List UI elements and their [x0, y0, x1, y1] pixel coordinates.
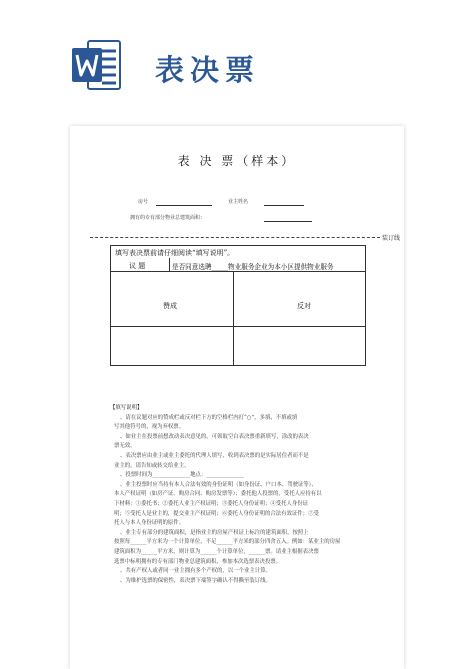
- column-divider: [233, 271, 234, 365]
- agree-vote-cell[interactable]: [119, 332, 227, 360]
- topic-text: 是否同意选聘_____物业服务企业为本小区提供物业服务: [172, 263, 334, 271]
- topic-label: 议 题: [129, 262, 146, 270]
- instruction-line: 、业主专有部分的建筑面积，是指业主的房屋产权证上标注的建筑面积，按照上: [120, 529, 309, 536]
- owner-name-label: 业主姓名: [228, 199, 249, 205]
- instruction-line: 、共有产权人或者同一业主拥有多个产权的，以一个业主计算。: [120, 568, 271, 575]
- instruction-line: 建筑面积为______平方米，则计算为______个计算单位，______票。请业主根据表决票: [114, 548, 319, 555]
- area-field: [264, 221, 312, 222]
- instruction-line: 本人产权证明（如房产证、购房合同、购房发票等）；委托他人投票的，受托人应持有以: [114, 491, 322, 498]
- instructions-section: [110, 404, 364, 586]
- document-page: [70, 126, 404, 669]
- instruction-line: 明；⑤受托人是业主的，提交业主产权证明；⑥委托人身份证明的合法有效证件；⑦受: [114, 510, 319, 517]
- instruction-line: 、投票时间为______________地点：______________: [120, 472, 244, 479]
- instruction-line: 选票中标明拥有的专有部门物业总建筑面积，参加本次选票表决投票。: [114, 558, 282, 565]
- table-row-divider: [111, 326, 365, 327]
- oppose-vote-cell[interactable]: [241, 332, 357, 360]
- oppose-label: 反对: [297, 302, 311, 310]
- page-title: 表决票: [155, 53, 261, 87]
- room-label: 房号: [138, 199, 149, 205]
- area-label: 拥有的专有部分物业总建筑面积：: [130, 215, 206, 221]
- instruction-line: 、业主投票时应当持有本人合法有效的身份证明（如身份证、户口本、驾驶证等）、: [120, 481, 317, 488]
- topic-divider: [169, 258, 170, 271]
- instruction-line: 、表决票应由业主或业主委托的代理人填写，收到表决票的是实际居住者而不是: [120, 452, 309, 459]
- header-banner: [0, 0, 474, 110]
- fold-line: [90, 237, 380, 238]
- instructions-heading: 【填写说明】: [110, 405, 143, 411]
- instruction-line: 、如业主在投票前想改动表决意见的，可领取空白表决票重新填写，涂改的表决: [120, 433, 309, 440]
- instruction-line: 下材料：①委托书；②委托人业主产权证明；③委托人身份证明；④受托人身份证: [114, 500, 309, 507]
- instruction-line: 托人与本人身份证明的原件。: [114, 520, 185, 527]
- word-document-icon: [72, 38, 122, 92]
- document-title: 表 决 票（样本）: [177, 154, 297, 168]
- table-row-divider: [111, 271, 365, 272]
- owner-name-field: [264, 205, 304, 206]
- instruction-line: 、请在议题对应的赞成栏或反对栏下方的空格栏内打“○”，多填、不填或填: [120, 414, 298, 421]
- agree-label: 赞成: [163, 302, 177, 310]
- ballot-table: [110, 245, 366, 366]
- instruction-line: 票无效。: [114, 443, 136, 450]
- instruction-line: 业主的，请告知或转交给业主。: [114, 462, 190, 469]
- fold-line-label: 装订线: [382, 235, 401, 242]
- room-field: [156, 205, 212, 206]
- table-intro: 填写表决票前请仔细阅读“填写说明”。: [115, 249, 235, 257]
- instruction-line: 写其他符号的，视为弃权票。: [114, 424, 185, 431]
- instruction-line: 按照每______平方米为一个计算单位，不足______平方米的部分四舍五入。例如：某业主的房屋: [114, 539, 341, 546]
- instruction-line: 、为维护选票的保密性，表决票下端签字确认不得撕至装订线。: [120, 577, 271, 584]
